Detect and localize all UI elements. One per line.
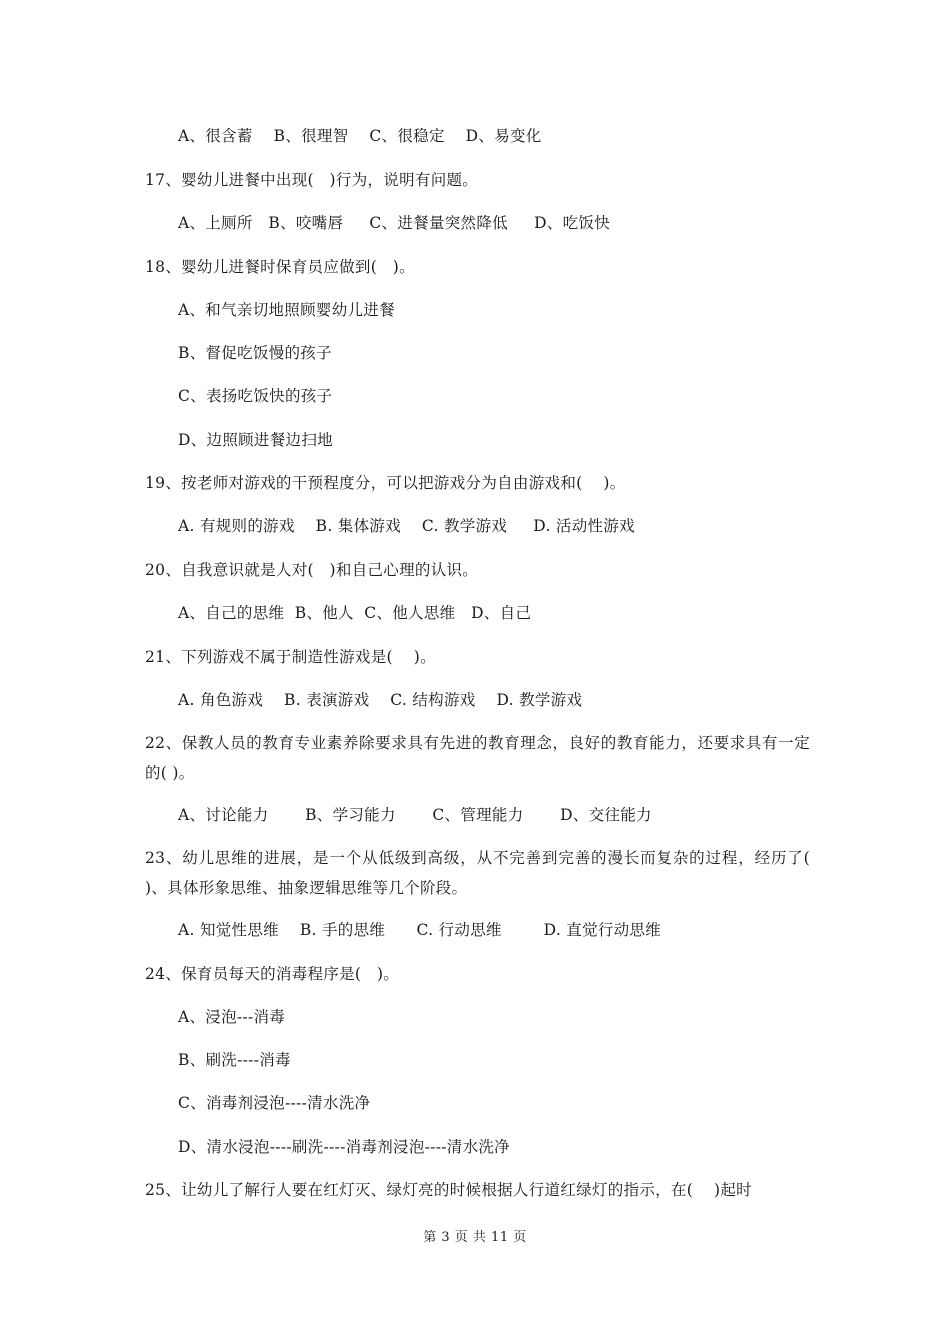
q25-question: 25、让幼儿了解行人要在红灯灭、绿灯亮的时候根据人行道红绿灯的指示，在( )起时 xyxy=(145,1181,752,1199)
q19-options: A. 有规则的游戏 B. 集体游戏 C. 教学游戏 D. 活动性游戏 xyxy=(178,517,635,535)
q23-question: 23、幼儿思维的进展，是一个从低级到高级，从不完善到完善的漫长而复杂的过程，经历了( )、具体形象思维、抽象逻辑思维等几个阶段。 xyxy=(145,849,810,897)
page-footer: 第 3 页 共 11 页 xyxy=(423,1230,527,1245)
q23-options: A. 知觉性思维 B. 手的思维 C. 行动思维 D. 直觉行动思维 xyxy=(178,921,662,939)
q18-option-c: C、表扬吃饭快的孩子 xyxy=(178,387,333,405)
q19-question: 19、按老师对游戏的干预程度分，可以把游戏分为自由游戏和( )。 xyxy=(145,474,626,492)
q22-options: A、讨论能力 B、学习能力 C、管理能力 D、交往能力 xyxy=(178,806,652,824)
q24-option-d: D、清水浸泡----刷洗----消毒剂浸泡----清水洗净 xyxy=(178,1138,510,1156)
q16-options: A、很含蓄 B、很理智 C、很稳定 D、易变化 xyxy=(178,127,542,145)
q24-option-a: A、浸泡---消毒 xyxy=(178,1008,286,1026)
q24-option-b: B、刷洗----消毒 xyxy=(178,1051,291,1069)
q18-option-d: D、边照顾进餐边扫地 xyxy=(178,431,333,449)
q20-question: 20、自我意识就是人对( )和自己心理的认识。 xyxy=(145,561,479,579)
q18-option-a: A、和气亲切地照顾婴幼儿进餐 xyxy=(178,301,395,319)
q21-question: 21、下列游戏不属于制造性游戏是( )。 xyxy=(145,648,436,666)
q18-question: 18、婴幼儿进餐时保育员应做到( )。 xyxy=(145,258,415,276)
q18-option-b: B、督促吃饭慢的孩子 xyxy=(178,344,332,362)
q21-options: A. 角色游戏 B. 表演游戏 C. 结构游戏 D. 教学游戏 xyxy=(178,691,583,709)
q17-question: 17、婴幼儿进餐中出现( )行为，说明有问题。 xyxy=(145,171,479,189)
q24-question: 24、保育员每天的消毒程序是( )。 xyxy=(145,965,400,983)
q20-options: A、自己的思维 B、他人 C、他人思维 D、自己 xyxy=(178,604,532,622)
q24-option-c: C、消毒剂浸泡----清水洗净 xyxy=(178,1094,371,1112)
q22-question: 22、保教人员的教育专业素养除要求具有先进的教育理念，良好的教育能力，还要求具有一定的( )。 xyxy=(145,734,810,782)
q17-options: A、上厕所 B、咬嘴唇 C、进餐量突然降低 D、吃饭快 xyxy=(178,214,611,232)
